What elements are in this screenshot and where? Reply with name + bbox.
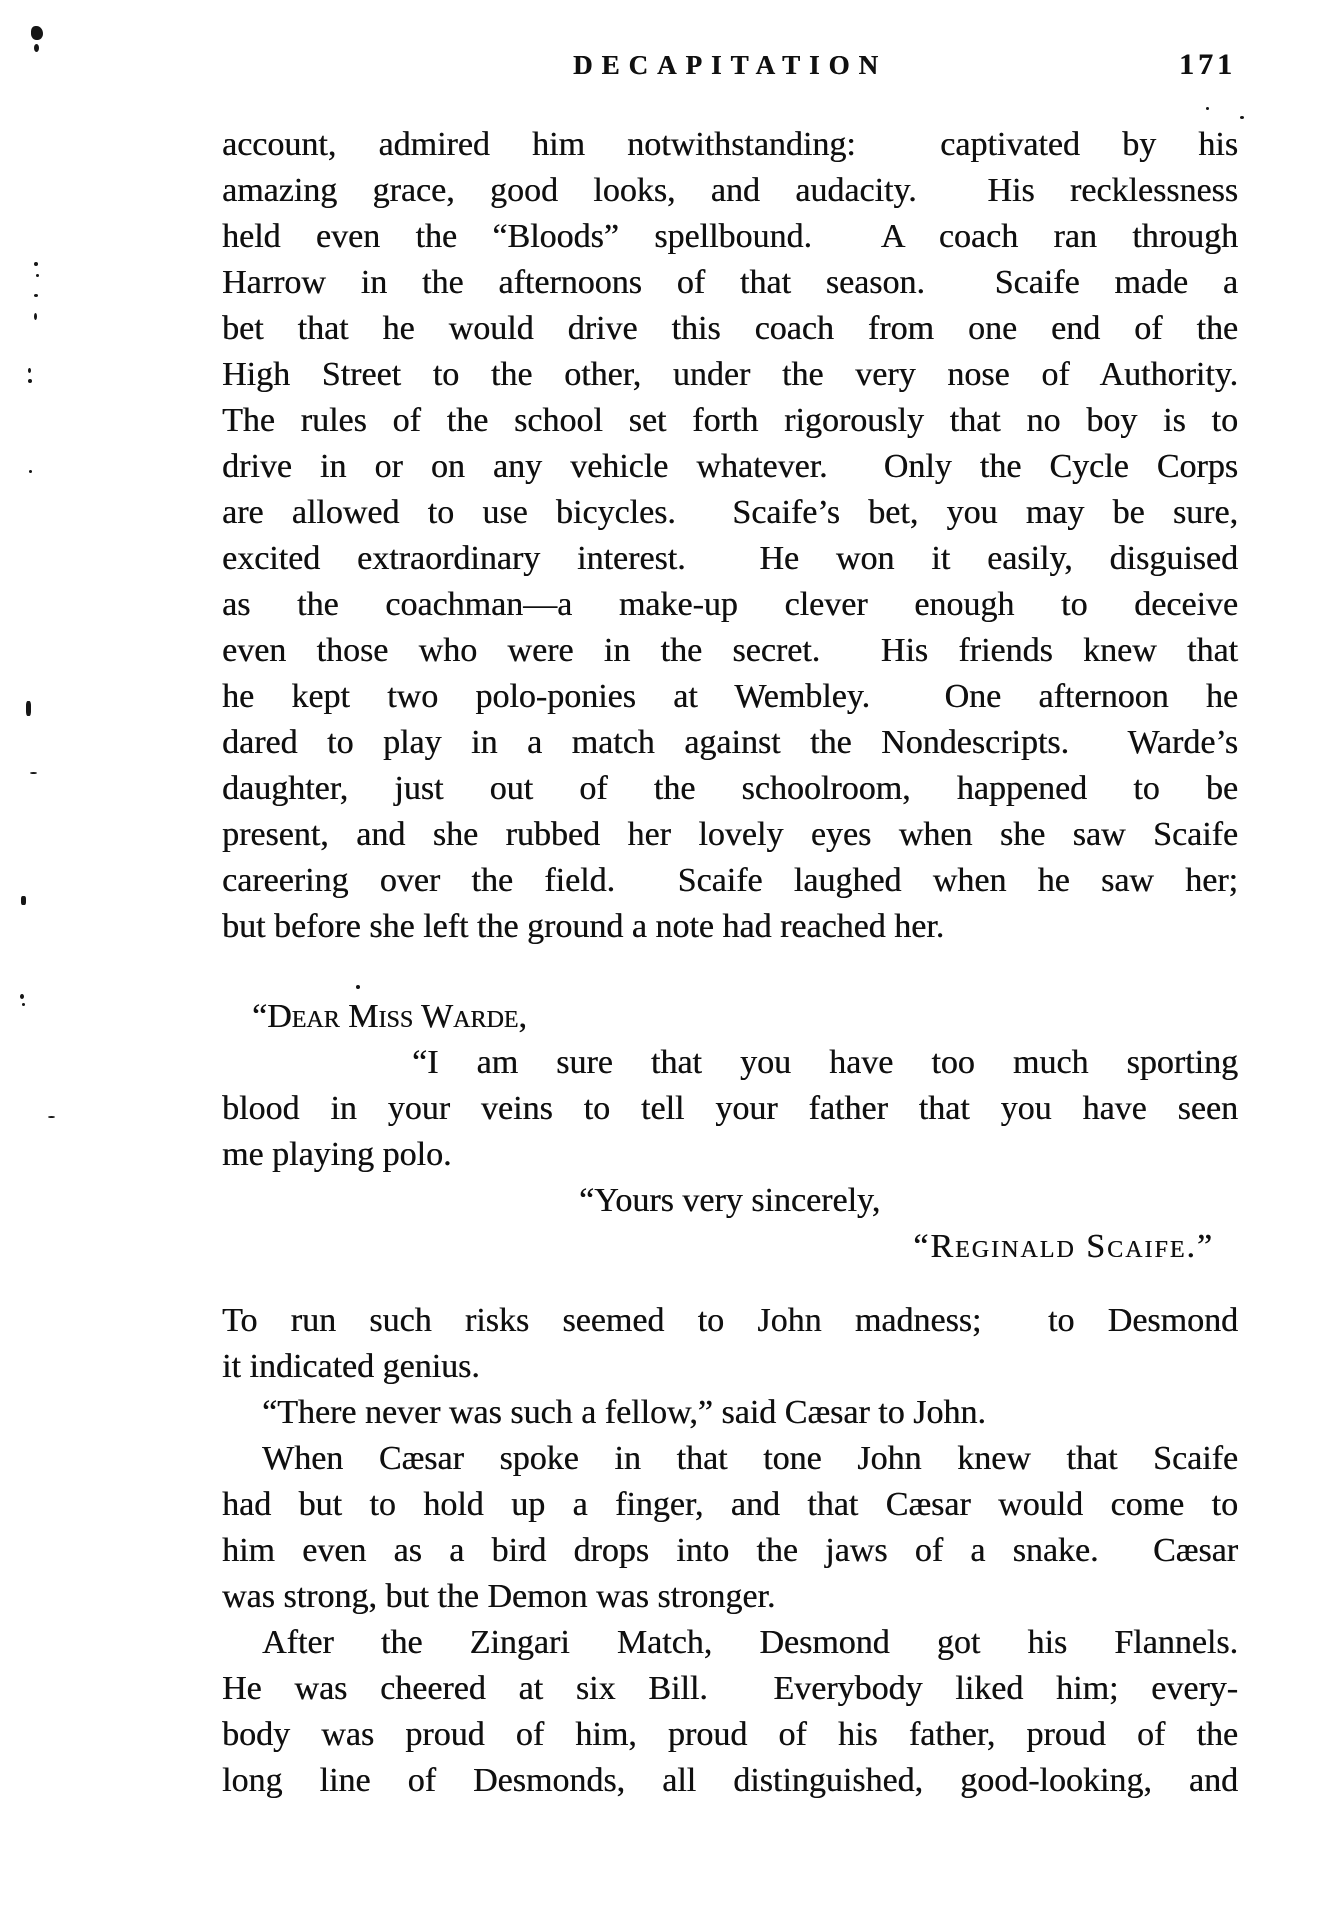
ink-speck <box>20 994 24 999</box>
text-line: When Cæsar spoke in that tone John knew that Scaife <box>262 1440 1238 1477</box>
text-block <box>222 122 1238 1804</box>
text-line: him even as a bird drops into the jaws of a snake. Cæsar <box>222 1532 1238 1569</box>
text-line: “There never was such a fellow,” said Cæsar to John. <box>262 1394 986 1431</box>
ink-speck <box>1206 107 1209 110</box>
text-line: High Street to the other, under the very nose of Authority. <box>222 356 1238 393</box>
ink-speck <box>28 368 31 373</box>
text-line: he kept two polo-ponies at Wembley. One afternoon he <box>222 678 1238 715</box>
paragraph <box>222 1390 1238 1436</box>
letter-signature: “Reginald Scaife.” <box>913 1228 1214 1265</box>
ink-speck <box>21 896 26 905</box>
text-line: dared to play in a match against the Nondescripts. Warde’s <box>222 724 1238 761</box>
text-line: bet that he would drive this coach from one end of the <box>222 310 1238 347</box>
text-line: daughter, just out of the schoolroom, happened to be <box>222 770 1238 807</box>
text-line: are allowed to use bicycles. Scaife’s bet, you may be sure, <box>222 494 1238 531</box>
chapter-title: DECAPITATION <box>572 50 888 80</box>
ink-speck <box>34 44 39 52</box>
running-head <box>222 50 1238 92</box>
text-line: had but to hold up a finger, and that Cæsar would come to <box>222 1486 1238 1523</box>
text-line: held even the “Bloods” spellbound. A coach ran through <box>222 218 1238 255</box>
text-line: After the Zingari Match, Desmond got his Flannels. <box>262 1624 1238 1661</box>
ink-speck <box>28 379 32 383</box>
letter-bottom-gap <box>222 1270 1238 1298</box>
paragraph <box>222 1620 1238 1804</box>
text-line: present, and she rubbed her lovely eyes when she saw Scaife <box>222 816 1238 853</box>
text-line: but before she left the ground a note had reached her. <box>222 908 945 945</box>
ink-speck <box>48 1116 55 1118</box>
letter-valediction: “Yours very sincerely, <box>579 1182 881 1219</box>
text-line: Harrow in the afternoons of that season. Scaife made a <box>222 264 1238 301</box>
text-line: body was proud of him, proud of his father, proud of the <box>222 1716 1238 1753</box>
paragraph <box>222 1298 1238 1390</box>
ink-speck <box>1240 116 1244 119</box>
text-line: me playing polo. <box>222 1136 452 1173</box>
ink-speck <box>31 26 43 40</box>
text-line: was strong, but the Demon was stronger. <box>222 1578 776 1615</box>
paragraph <box>222 122 1238 950</box>
text-line: excited extraordinary interest. He won it easily, disguised <box>222 540 1238 577</box>
ink-speck <box>36 274 39 277</box>
ink-speck <box>356 985 360 989</box>
text-line: drive in or on any vehicle whatever. Only the Cycle Corps <box>222 448 1238 485</box>
text-line: as the coachman—a make-up clever enough to deceive <box>222 586 1238 623</box>
text-line: account, admired him notwithstanding: captivated by his <box>222 126 1238 163</box>
text-line: long line of Desmonds, all distinguished, good-looking, and <box>222 1762 1238 1799</box>
text-line: amazing grace, good looks, and audacity. His recklessness <box>222 172 1238 209</box>
ink-speck <box>22 1003 25 1006</box>
ink-speck <box>26 701 31 716</box>
letter-salutation: “Dear Miss Warde, <box>252 998 527 1035</box>
text-line: “I am sure that you have too much sporting <box>412 1044 1238 1081</box>
page-number: 171 <box>1179 48 1236 81</box>
letter-block <box>222 994 1238 1270</box>
text-line: The rules of the school set forth rigorously that no boy is to <box>222 402 1238 439</box>
text-line: He was cheered at six Bill. Everybody liked him; every- <box>222 1670 1238 1707</box>
paragraph <box>222 1436 1238 1620</box>
ink-speck <box>34 262 38 266</box>
letter-top-gap <box>222 950 1238 994</box>
text-line: To run such risks seemed to John madness; to Desmond <box>222 1302 1238 1339</box>
text-line: blood in your veins to tell your father that you have seen <box>222 1090 1238 1127</box>
text-line: it indicated genius. <box>222 1348 480 1385</box>
ink-speck <box>29 470 32 473</box>
ink-speck <box>34 294 38 297</box>
ink-speck <box>34 313 37 320</box>
text-line: even those who were in the secret. His friends knew that <box>222 632 1238 669</box>
ink-speck <box>30 772 37 774</box>
text-line: careering over the field. Scaife laughed when he saw her; <box>222 862 1238 899</box>
